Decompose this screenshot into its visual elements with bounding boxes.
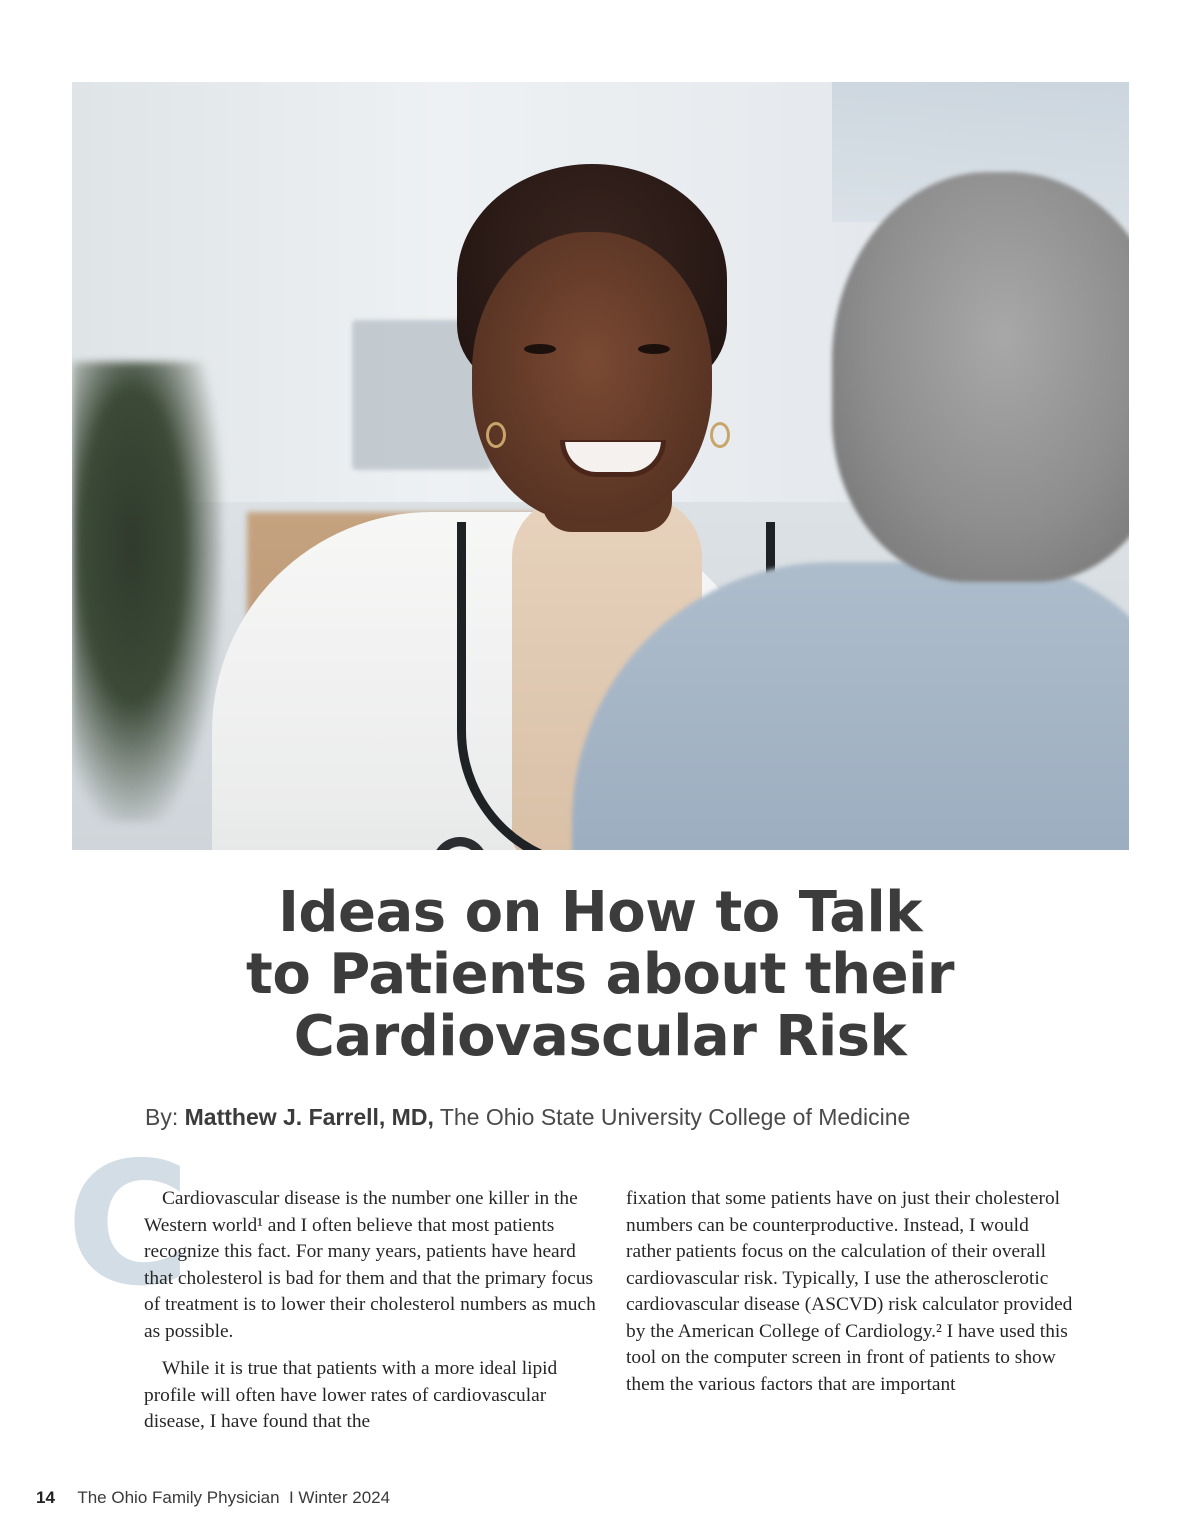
byline [145, 1104, 1105, 1131]
byline-affiliation: The Ohio State University College of Medicine [439, 1104, 911, 1130]
doctor-right-eye [638, 344, 670, 354]
patient-head [832, 172, 1129, 582]
doctor-left-eye [524, 344, 556, 354]
headline-line-1: Ideas on How to Talk [278, 880, 922, 945]
body-paragraph: fixation that some patients have on just their cholesterol numbers can be counterproductive. Instead, I would rather patients focus on the calculation of their overall cardiovascular risk. Typically, I use the atherosclerotic cardiovascular disease (ASCVD) risk calculator provided by the American College of Cardiology.² I have used this tool on the computer screen in front of patients to show them the various factors that are important [626, 1188, 1073, 1395]
article-column-right [626, 1186, 1076, 1409]
page-footer [36, 1488, 390, 1508]
headline-line-2: to Patients about their [246, 942, 954, 1007]
publication-info: The Ohio Family Physician I Winter 2024 [77, 1488, 391, 1507]
article-headline [150, 882, 1050, 1068]
doctor-face [472, 232, 712, 522]
earring-right [710, 422, 730, 448]
body-paragraph: Cardiovascular disease is the number one killer in the Western world¹ and I often believe that most patients recognize this fact. For many years, patients have heard that cholesterol is bad for them and that the primary focus of treatment is to lower their cholesterol numbers as much as possible. [144, 1188, 596, 1342]
page-number: 14 [36, 1488, 55, 1507]
hero-photo [72, 82, 1129, 850]
photo-plant [72, 362, 222, 822]
earring-left [486, 422, 506, 448]
headline-line-3: Cardiovascular Risk [293, 1004, 907, 1069]
byline-author: Matthew J. Farrell, MD, [184, 1104, 434, 1130]
body-paragraph: While it is true that patients with a more ideal lipid profile will often have lower rates of cardiovascular disease, I have found that the [144, 1358, 558, 1432]
drop-cap-letter: C [66, 1126, 191, 1324]
article-column-left [144, 1186, 599, 1447]
byline-prefix: By: [145, 1104, 179, 1130]
